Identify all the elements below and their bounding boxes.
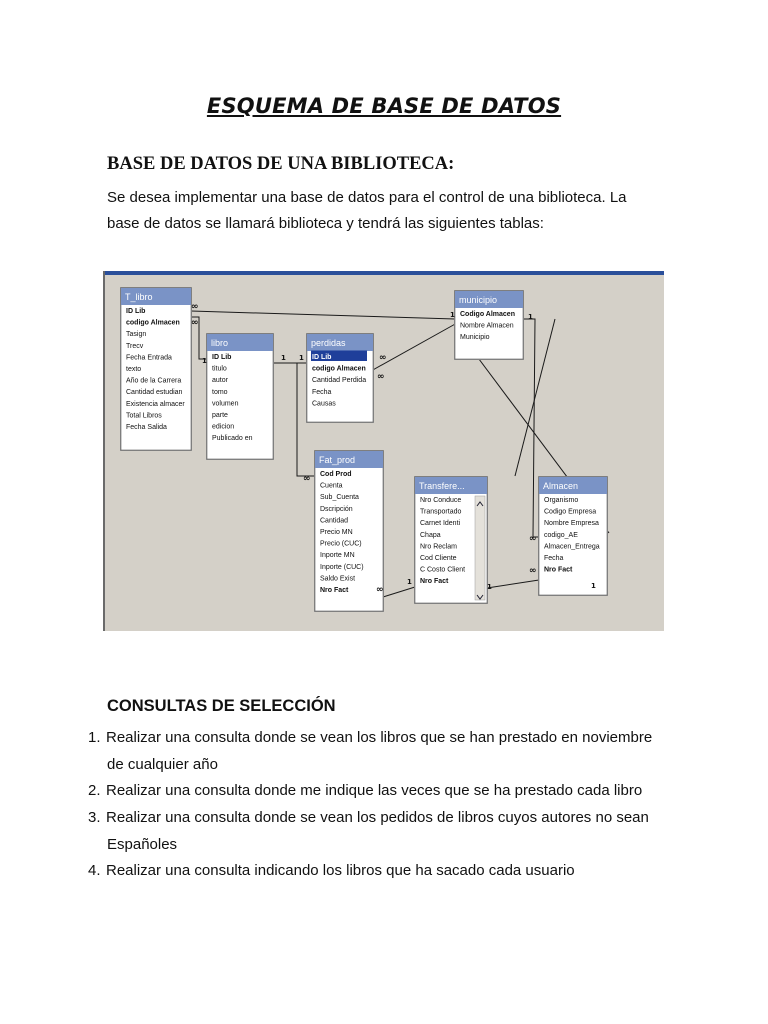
table-t-libro-field: Tasign [126,331,147,339]
table-fat-prod-field: Nro Fact [320,587,349,594]
query-item-1-number: 1. [88,729,101,746]
relationship-line [487,580,539,588]
cardinality-one-label: 1 [591,582,596,590]
table-t-libro-field: ID Lib [126,308,146,315]
table-t-libro-name: T_libro [125,292,153,302]
table-t-libro-field: Trecv [126,342,144,350]
table-municipio-field: Codigo Almacen [460,311,515,318]
table-almacen-field: Nro Fact [544,566,573,574]
query-item-3-continuation: Españoles [107,836,178,853]
table-libro-field: tomo [212,388,228,396]
table-transfere-field: Transportado [420,508,462,516]
table-fat-prod-name: Fat_prod [319,455,356,465]
table-municipio-field: Nombre Almacen [460,322,514,330]
query-item-3 [88,805,649,831]
table-perdidas-field: codigo Almacen [312,365,366,373]
table-transfere-name: Transfere... [419,481,465,491]
table-transfere-field: Nro Fact [420,578,449,586]
section-heading-biblioteca: BASE DE DATOS DE UNA BIBLIOTECA: [107,154,455,174]
relationship-line [191,311,455,319]
diagram-canvas [103,271,664,631]
table-libro-field: autor [212,377,228,385]
table-libro-field: Publicado en [212,435,253,443]
relationship-line [371,323,457,371]
cardinality-many-label: ∞ [191,302,199,312]
table-fat-prod-field: Precio (CUC) [320,540,362,548]
table-transfere-scrollbar [475,496,485,600]
table-almacen-name: Almacen [543,481,579,491]
table-municipio-field: Municipio [460,334,490,342]
cardinality-many-label: ∞ [529,534,537,544]
query-item-4-text: Realizar una consulta indicando los libros que ha sacado cada usuario [106,862,575,879]
document-title: ESQUEMA DE BASE DE DATOS [206,94,562,118]
cardinality-many-label: ∞ [529,566,537,576]
table-libro-field: ID Lib [212,354,232,361]
table-t-libro-field: Existencia almacer [126,400,185,408]
cardinality-many-label: ∞ [191,318,199,328]
cardinality-one-label: 1 [528,313,533,321]
cardinality-one-label: 1 [450,311,455,319]
table-t-libro-field: Fecha Entrada [126,354,172,362]
table-transfere-field: Carnet Identi [420,520,461,528]
table-transfere-field: C Costo Client [420,566,466,574]
table-t-libro-field: Total Libros [126,412,162,420]
table-t-libro-field: Fecha Salida [126,424,167,431]
relationship-line [383,587,415,597]
cardinality-one-label: 1 [487,583,492,591]
query-item-2-number: 2. [88,782,101,799]
cardinality-one-label: 1 [202,357,207,365]
table-t-libro-field: texto [126,366,142,373]
cardinality-many-label: ∞ [303,474,311,484]
table-perdidas-field: Fecha [312,388,332,396]
table-almacen-field: Nombre Empresa [544,520,599,528]
section-heading-consultas: CONSULTAS DE SELECCIÓN [107,697,336,715]
intro-paragraph-line-1: Se desea implementar una base de datos para el control de una biblioteca. La [107,189,627,206]
cardinality-many-label: ∞ [377,372,385,382]
table-almacen-field: Organismo [544,497,579,504]
table-fat-prod-field: Dscripción [320,505,353,513]
table-perdidas-field: Cantidad Perdida [312,377,367,385]
table-transfere-field: Cod Cliente [420,555,457,562]
table-libro-field: volumen [212,400,239,408]
intro-paragraph-line-2: base de datos se llamará biblioteca y tendrá las siguientes tablas: [107,215,544,232]
table-fat-prod-field: Saldo Exist [320,575,356,583]
table-libro-field: parte [212,412,228,419]
table-libro-field: edicion [212,423,235,431]
table-fat-prod-field: Inporte MN [320,552,355,560]
table-almacen-field: Codigo Empresa [544,508,597,516]
table-fat-prod-field: Sub_Cuenta [320,494,359,502]
table-fat-prod-field: Cuenta [320,482,343,490]
table-t-libro-field: Año de la Carrera [126,377,182,385]
table-perdidas-field: ID Lib [312,354,332,361]
cardinality-one-label: 1 [407,578,412,586]
table-perdidas-field: Causas [312,400,336,408]
table-fat-prod-field: Cantidad [320,517,349,525]
cardinality-many-label: ∞ [379,353,387,363]
table-almacen-field: Fecha [544,555,564,562]
table-transfere-field: Nro Conduce [420,497,462,504]
query-item-1-text: Realizar una consulta donde se vean los libros que se han prestado en noviembre [106,729,653,746]
table-libro-name: libro [211,338,229,348]
query-item-1-continuation: de cualquier año [107,756,218,773]
table-fat-prod-field: Cod Prod [320,471,352,478]
table-fat-prod-field: Precio MN [320,529,353,536]
table-t-libro-field: codigo Almacen [126,319,180,327]
query-item-4-number: 4. [88,862,101,879]
query-item-4 [88,858,575,884]
table-almacen-field: Almacen_Entrega [544,543,600,551]
table-transfere-field: Chapa [420,531,441,539]
table-t-libro-field: Cantidad estudian [126,389,183,397]
table-almacen-field: codigo_AE [544,531,578,539]
table-transfere-field: Nro Reclam [420,543,457,551]
table-fat-prod-field: Inporte (CUC) [320,563,364,571]
query-item-1 [88,725,652,751]
query-item-2-text: Realizar una consulta donde me indique las veces que se ha prestado cada libro [106,782,643,799]
cardinality-one-label: 1 [299,354,304,362]
table-municipio-name: municipio [459,295,498,305]
cardinality-many-label: ∞ [376,585,384,595]
database-relationship-diagram [103,271,664,631]
query-item-2 [88,778,642,804]
query-item-3-number: 3. [88,809,101,826]
query-item-3-text: Realizar una consulta donde se vean los pedidos de libros cuyos autores no sean [106,809,649,826]
table-libro-field: titulo [212,365,227,373]
cardinality-one-label: 1 [281,354,286,362]
table-perdidas-name: perdidas [311,338,346,348]
